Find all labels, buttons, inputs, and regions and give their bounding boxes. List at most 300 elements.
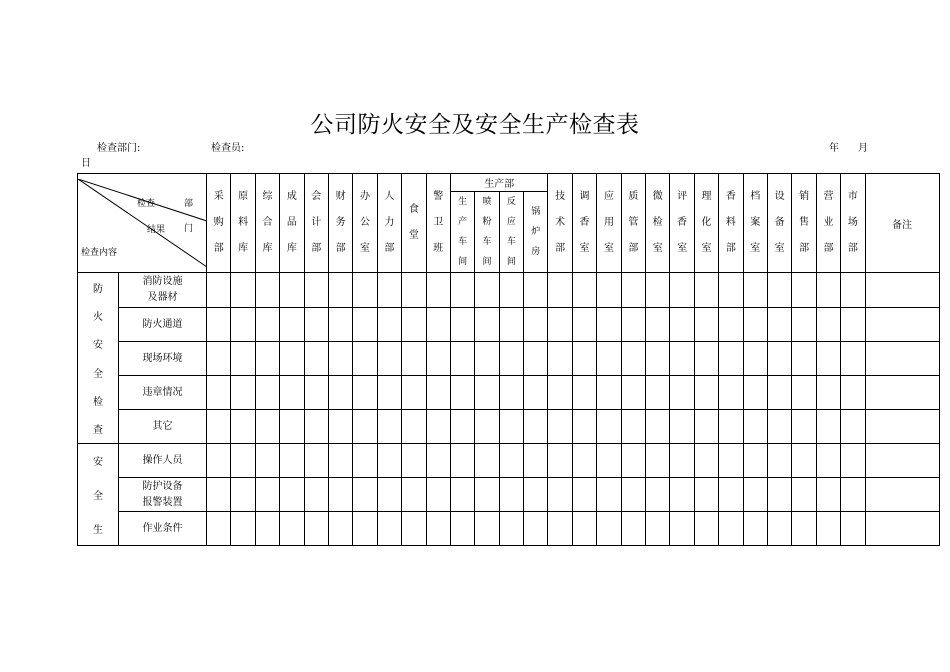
check-cell[interactable]: [475, 376, 499, 410]
check-cell[interactable]: [353, 410, 377, 444]
check-cell[interactable]: [597, 308, 621, 342]
remarks-cell[interactable]: [865, 410, 939, 444]
column-header-text: 综 合 库: [262, 191, 273, 254]
check-cell[interactable]: [646, 512, 670, 546]
check-cell[interactable]: [402, 444, 426, 478]
check-cell[interactable]: [743, 512, 767, 546]
check-cell[interactable]: [328, 342, 352, 376]
check-cell[interactable]: [767, 342, 791, 376]
corner-label-result: 结果: [147, 225, 166, 235]
check-cell[interactable]: [548, 410, 572, 444]
production-group-header: 生产部: [450, 174, 548, 192]
check-cell[interactable]: [426, 410, 450, 444]
column-header-text: 反 应 车 间: [506, 197, 516, 267]
remarks-cell[interactable]: [865, 308, 939, 342]
check-cell[interactable]: [646, 308, 670, 342]
check-cell[interactable]: [377, 342, 401, 376]
column-header: [402, 174, 426, 273]
check-cell[interactable]: [280, 512, 304, 546]
check-cell[interactable]: [816, 342, 840, 376]
column-header: [792, 174, 816, 273]
check-cell[interactable]: [597, 376, 621, 410]
check-cell[interactable]: [792, 273, 816, 308]
column-header: [670, 174, 694, 273]
check-cell[interactable]: [304, 273, 328, 308]
check-cell[interactable]: [255, 410, 279, 444]
check-cell[interactable]: [816, 410, 840, 444]
check-cell[interactable]: [231, 410, 255, 444]
check-cell[interactable]: [426, 342, 450, 376]
check-cell[interactable]: [328, 478, 352, 512]
column-header-text: 成 品 库: [286, 191, 297, 254]
check-cell[interactable]: [328, 410, 352, 444]
check-cell[interactable]: [499, 342, 523, 376]
check-item-label: 作业条件: [142, 522, 183, 534]
check-cell[interactable]: [402, 376, 426, 410]
check-cell[interactable]: [792, 376, 816, 410]
check-cell[interactable]: [304, 444, 328, 478]
corner-label-bu: 部: [184, 199, 194, 209]
check-cell[interactable]: [548, 342, 572, 376]
check-cell[interactable]: [475, 410, 499, 444]
remarks-cell[interactable]: [865, 273, 939, 308]
check-cell[interactable]: [841, 376, 865, 410]
remarks-header: 备注: [865, 174, 939, 273]
remarks-cell[interactable]: [865, 342, 939, 376]
check-cell[interactable]: [353, 478, 377, 512]
check-cell[interactable]: [572, 308, 596, 342]
check-cell[interactable]: [304, 512, 328, 546]
check-cell[interactable]: [621, 478, 645, 512]
column-header-text: 营 业 部: [823, 191, 834, 254]
table-row: [78, 273, 940, 308]
check-cell[interactable]: [548, 273, 572, 308]
check-cell[interactable]: [402, 308, 426, 342]
check-cell[interactable]: [328, 308, 352, 342]
check-cell[interactable]: [255, 273, 279, 308]
column-header: [572, 174, 596, 273]
column-header-text: 生 产 车 间: [458, 197, 468, 267]
check-cell[interactable]: [402, 342, 426, 376]
check-item-cell: [119, 308, 207, 342]
check-cell[interactable]: [792, 444, 816, 478]
check-cell[interactable]: [499, 308, 523, 342]
column-header-text: 市 场 部: [847, 191, 858, 254]
check-cell[interactable]: [353, 273, 377, 308]
column-header-text: 香 料 部: [725, 191, 736, 254]
column-header: [426, 174, 450, 273]
column-header-text: 技 术 部: [555, 191, 566, 254]
check-cell[interactable]: [841, 342, 865, 376]
check-item-label: 现场环境: [142, 352, 183, 364]
check-cell[interactable]: [231, 308, 255, 342]
column-header-text: 采 购 部: [213, 191, 224, 254]
check-cell[interactable]: [475, 308, 499, 342]
check-cell[interactable]: [304, 376, 328, 410]
check-cell[interactable]: [597, 410, 621, 444]
check-cell[interactable]: [328, 512, 352, 546]
check-cell[interactable]: [450, 410, 474, 444]
column-header-text: 警 卫 班: [433, 191, 444, 254]
check-cell[interactable]: [597, 273, 621, 308]
check-cell[interactable]: [377, 512, 401, 546]
column-header: [719, 174, 743, 273]
column-header: [231, 174, 255, 273]
check-cell[interactable]: [353, 444, 377, 478]
check-cell[interactable]: [207, 444, 231, 478]
check-cell[interactable]: [743, 308, 767, 342]
check-cell[interactable]: [499, 478, 523, 512]
check-cell[interactable]: [743, 273, 767, 308]
table-row: [78, 512, 940, 546]
check-cell[interactable]: [402, 410, 426, 444]
check-cell[interactable]: [524, 273, 548, 308]
check-cell[interactable]: [694, 478, 718, 512]
check-cell[interactable]: [621, 342, 645, 376]
dept-label: 检查部门:: [97, 143, 141, 154]
check-cell[interactable]: [816, 273, 840, 308]
check-cell[interactable]: [426, 273, 450, 308]
check-cell[interactable]: [426, 444, 450, 478]
check-cell[interactable]: [304, 478, 328, 512]
check-cell[interactable]: [499, 512, 523, 546]
column-header: [353, 174, 377, 273]
check-cell[interactable]: [499, 444, 523, 478]
column-header-text: 原 料 库: [238, 191, 249, 254]
check-cell[interactable]: [694, 410, 718, 444]
corner-diagonals: [78, 179, 206, 267]
check-cell[interactable]: [353, 512, 377, 546]
check-cell[interactable]: [475, 444, 499, 478]
check-cell[interactable]: [377, 376, 401, 410]
check-cell[interactable]: [621, 444, 645, 478]
column-header-text: 办 公 室: [360, 191, 371, 254]
column-header: [207, 174, 231, 273]
check-cell[interactable]: [328, 444, 352, 478]
check-cell[interactable]: [207, 512, 231, 546]
check-cell[interactable]: [694, 308, 718, 342]
check-cell[interactable]: [255, 444, 279, 478]
check-cell[interactable]: [816, 444, 840, 478]
check-cell[interactable]: [548, 444, 572, 478]
column-header-text: 应 用 室: [603, 191, 614, 254]
check-cell[interactable]: [524, 308, 548, 342]
column-header: [694, 174, 718, 273]
check-cell[interactable]: [426, 376, 450, 410]
check-item-label: 报警装置: [142, 496, 183, 508]
check-cell[interactable]: [304, 410, 328, 444]
check-cell[interactable]: [524, 376, 548, 410]
check-cell[interactable]: [743, 478, 767, 512]
check-cell[interactable]: [231, 273, 255, 308]
column-header-text: 档 案 室: [750, 191, 761, 254]
check-cell[interactable]: [426, 512, 450, 546]
check-cell[interactable]: [548, 308, 572, 342]
check-cell[interactable]: [499, 273, 523, 308]
column-header: [304, 174, 328, 273]
check-cell[interactable]: [524, 478, 548, 512]
check-item-label: 其它: [152, 420, 173, 432]
check-cell[interactable]: [646, 444, 670, 478]
check-cell[interactable]: [767, 478, 791, 512]
check-cell[interactable]: [280, 273, 304, 308]
check-cell[interactable]: [646, 376, 670, 410]
check-cell[interactable]: [767, 308, 791, 342]
check-cell[interactable]: [207, 342, 231, 376]
check-cell[interactable]: [377, 478, 401, 512]
check-item-label: 及器材: [147, 292, 178, 303]
check-cell[interactable]: [524, 512, 548, 546]
check-cell[interactable]: [255, 376, 279, 410]
check-cell[interactable]: [572, 512, 596, 546]
check-cell[interactable]: [548, 512, 572, 546]
check-cell[interactable]: [377, 308, 401, 342]
check-cell[interactable]: [207, 478, 231, 512]
document-title: 公司防火安全及安全生产检查表: [310, 112, 640, 138]
remarks-cell[interactable]: [865, 512, 939, 546]
check-item-cell: [119, 376, 207, 410]
check-cell[interactable]: [548, 478, 572, 512]
check-cell[interactable]: [621, 273, 645, 308]
check-cell[interactable]: [719, 376, 743, 410]
check-cell[interactable]: [719, 308, 743, 342]
check-cell[interactable]: [719, 478, 743, 512]
column-header: [597, 174, 621, 273]
check-cell[interactable]: [670, 308, 694, 342]
check-cell[interactable]: [767, 512, 791, 546]
check-cell[interactable]: [694, 512, 718, 546]
check-cell[interactable]: [475, 342, 499, 376]
check-cell[interactable]: [402, 478, 426, 512]
corner-label-check: 检查: [137, 199, 156, 209]
check-cell[interactable]: [304, 308, 328, 342]
check-cell[interactable]: [377, 410, 401, 444]
table-row: [78, 410, 940, 444]
check-cell[interactable]: [377, 444, 401, 478]
check-cell[interactable]: [694, 273, 718, 308]
check-cell[interactable]: [572, 376, 596, 410]
column-header: [621, 174, 645, 273]
check-cell[interactable]: [255, 478, 279, 512]
check-cell[interactable]: [280, 376, 304, 410]
check-cell[interactable]: [572, 478, 596, 512]
check-cell[interactable]: [255, 308, 279, 342]
check-cell[interactable]: [792, 308, 816, 342]
check-cell[interactable]: [719, 410, 743, 444]
check-cell[interactable]: [792, 512, 816, 546]
check-cell[interactable]: [670, 376, 694, 410]
check-cell[interactable]: [841, 478, 865, 512]
check-cell[interactable]: [767, 444, 791, 478]
check-item-label: 操作人员: [142, 454, 183, 466]
check-cell[interactable]: [207, 308, 231, 342]
check-cell[interactable]: [646, 342, 670, 376]
check-cell[interactable]: [450, 342, 474, 376]
check-item-label: 防护设备: [142, 480, 183, 492]
check-cell[interactable]: [450, 512, 474, 546]
check-cell[interactable]: [646, 273, 670, 308]
check-cell[interactable]: [597, 478, 621, 512]
production-column-header: [499, 192, 523, 273]
check-cell[interactable]: [280, 308, 304, 342]
check-cell[interactable]: [694, 376, 718, 410]
check-cell[interactable]: [231, 478, 255, 512]
check-cell[interactable]: [646, 478, 670, 512]
check-cell[interactable]: [304, 342, 328, 376]
check-cell[interactable]: [743, 444, 767, 478]
check-cell[interactable]: [377, 273, 401, 308]
check-cell[interactable]: [450, 376, 474, 410]
check-cell[interactable]: [328, 376, 352, 410]
check-cell[interactable]: [621, 410, 645, 444]
check-cell[interactable]: [353, 342, 377, 376]
check-cell[interactable]: [670, 273, 694, 308]
check-cell[interactable]: [743, 410, 767, 444]
check-cell[interactable]: [816, 376, 840, 410]
check-cell[interactable]: [646, 410, 670, 444]
check-cell[interactable]: [207, 376, 231, 410]
check-item-cell: [119, 410, 207, 444]
column-header-text: 喷 粉 车 间: [482, 197, 492, 267]
section-title: 防 火 安 全 检 查: [93, 283, 103, 437]
check-cell[interactable]: [280, 410, 304, 444]
check-cell[interactable]: [767, 376, 791, 410]
check-cell[interactable]: [207, 273, 231, 308]
check-cell[interactable]: [402, 273, 426, 308]
check-cell[interactable]: [597, 512, 621, 546]
check-cell[interactable]: [207, 410, 231, 444]
check-cell[interactable]: [548, 376, 572, 410]
check-item-label: 防火通道: [142, 318, 183, 330]
remarks-cell[interactable]: [865, 478, 939, 512]
check-cell[interactable]: [524, 410, 548, 444]
check-cell[interactable]: [597, 342, 621, 376]
column-header-text: 销 售 部: [799, 191, 810, 254]
column-header-text: 评 香 室: [677, 191, 688, 254]
column-header: [328, 174, 352, 273]
check-cell[interactable]: [719, 512, 743, 546]
check-cell[interactable]: [670, 478, 694, 512]
check-cell[interactable]: [719, 342, 743, 376]
check-cell[interactable]: [670, 512, 694, 546]
check-cell[interactable]: [524, 444, 548, 478]
check-cell[interactable]: [353, 308, 377, 342]
header-corner-cell: [78, 174, 207, 273]
column-header-text: 人 力 部: [384, 191, 395, 254]
check-item-label: 违章情况: [142, 386, 183, 398]
check-cell[interactable]: [767, 410, 791, 444]
table-row: [78, 444, 940, 478]
column-header-text: 调 香 室: [579, 191, 590, 254]
corner-label-men: 门: [184, 224, 194, 234]
inspector-label: 检查员:: [211, 143, 245, 154]
check-cell[interactable]: [475, 512, 499, 546]
check-cell[interactable]: [231, 444, 255, 478]
check-cell[interactable]: [450, 444, 474, 478]
check-cell[interactable]: [767, 273, 791, 308]
check-cell[interactable]: [743, 376, 767, 410]
check-cell[interactable]: [572, 410, 596, 444]
check-cell[interactable]: [450, 308, 474, 342]
table-row: [78, 308, 940, 342]
check-cell[interactable]: [597, 444, 621, 478]
check-cell[interactable]: [621, 308, 645, 342]
section-title-cell: [78, 273, 119, 444]
column-header-text: 财 务 部: [335, 191, 346, 254]
check-cell[interactable]: [743, 342, 767, 376]
check-cell[interactable]: [280, 444, 304, 478]
check-cell[interactable]: [621, 376, 645, 410]
check-cell[interactable]: [841, 410, 865, 444]
check-cell[interactable]: [475, 273, 499, 308]
check-cell[interactable]: [231, 512, 255, 546]
check-cell[interactable]: [426, 308, 450, 342]
check-cell[interactable]: [524, 342, 548, 376]
check-cell[interactable]: [816, 478, 840, 512]
check-cell[interactable]: [426, 478, 450, 512]
section-title-cell: [78, 444, 119, 546]
check-cell[interactable]: [450, 478, 474, 512]
check-cell[interactable]: [255, 342, 279, 376]
check-cell[interactable]: [792, 478, 816, 512]
remarks-cell[interactable]: [865, 444, 939, 478]
remarks-cell[interactable]: [865, 376, 939, 410]
check-cell[interactable]: [841, 512, 865, 546]
check-cell[interactable]: [719, 444, 743, 478]
production-column-header: [524, 192, 548, 273]
column-header: [548, 174, 572, 273]
check-cell[interactable]: [572, 273, 596, 308]
check-cell[interactable]: [670, 444, 694, 478]
check-cell[interactable]: [621, 512, 645, 546]
check-cell[interactable]: [816, 512, 840, 546]
check-cell[interactable]: [255, 512, 279, 546]
column-header: [816, 174, 840, 273]
check-item-cell: [119, 478, 207, 512]
check-cell[interactable]: [670, 342, 694, 376]
check-cell[interactable]: [450, 273, 474, 308]
check-cell[interactable]: [816, 308, 840, 342]
check-cell[interactable]: [694, 444, 718, 478]
check-cell[interactable]: [475, 478, 499, 512]
column-header: [377, 174, 401, 273]
check-cell[interactable]: [572, 342, 596, 376]
check-cell[interactable]: [841, 444, 865, 478]
check-cell[interactable]: [719, 273, 743, 308]
check-cell[interactable]: [841, 308, 865, 342]
check-cell[interactable]: [670, 410, 694, 444]
column-header: [280, 174, 304, 273]
column-header: [767, 174, 791, 273]
check-cell[interactable]: [499, 376, 523, 410]
check-cell[interactable]: [792, 410, 816, 444]
check-cell[interactable]: [231, 342, 255, 376]
check-cell[interactable]: [231, 376, 255, 410]
check-cell[interactable]: [499, 410, 523, 444]
check-cell[interactable]: [353, 376, 377, 410]
check-cell[interactable]: [402, 512, 426, 546]
check-cell[interactable]: [572, 444, 596, 478]
check-item-cell: [119, 512, 207, 546]
check-cell[interactable]: [792, 342, 816, 376]
check-cell[interactable]: [280, 478, 304, 512]
column-header-text: 理 化 室: [701, 191, 712, 254]
corner-label-content: 检查内容: [81, 248, 118, 258]
check-cell[interactable]: [280, 342, 304, 376]
check-cell[interactable]: [694, 342, 718, 376]
check-cell[interactable]: [841, 273, 865, 308]
check-cell[interactable]: [328, 273, 352, 308]
